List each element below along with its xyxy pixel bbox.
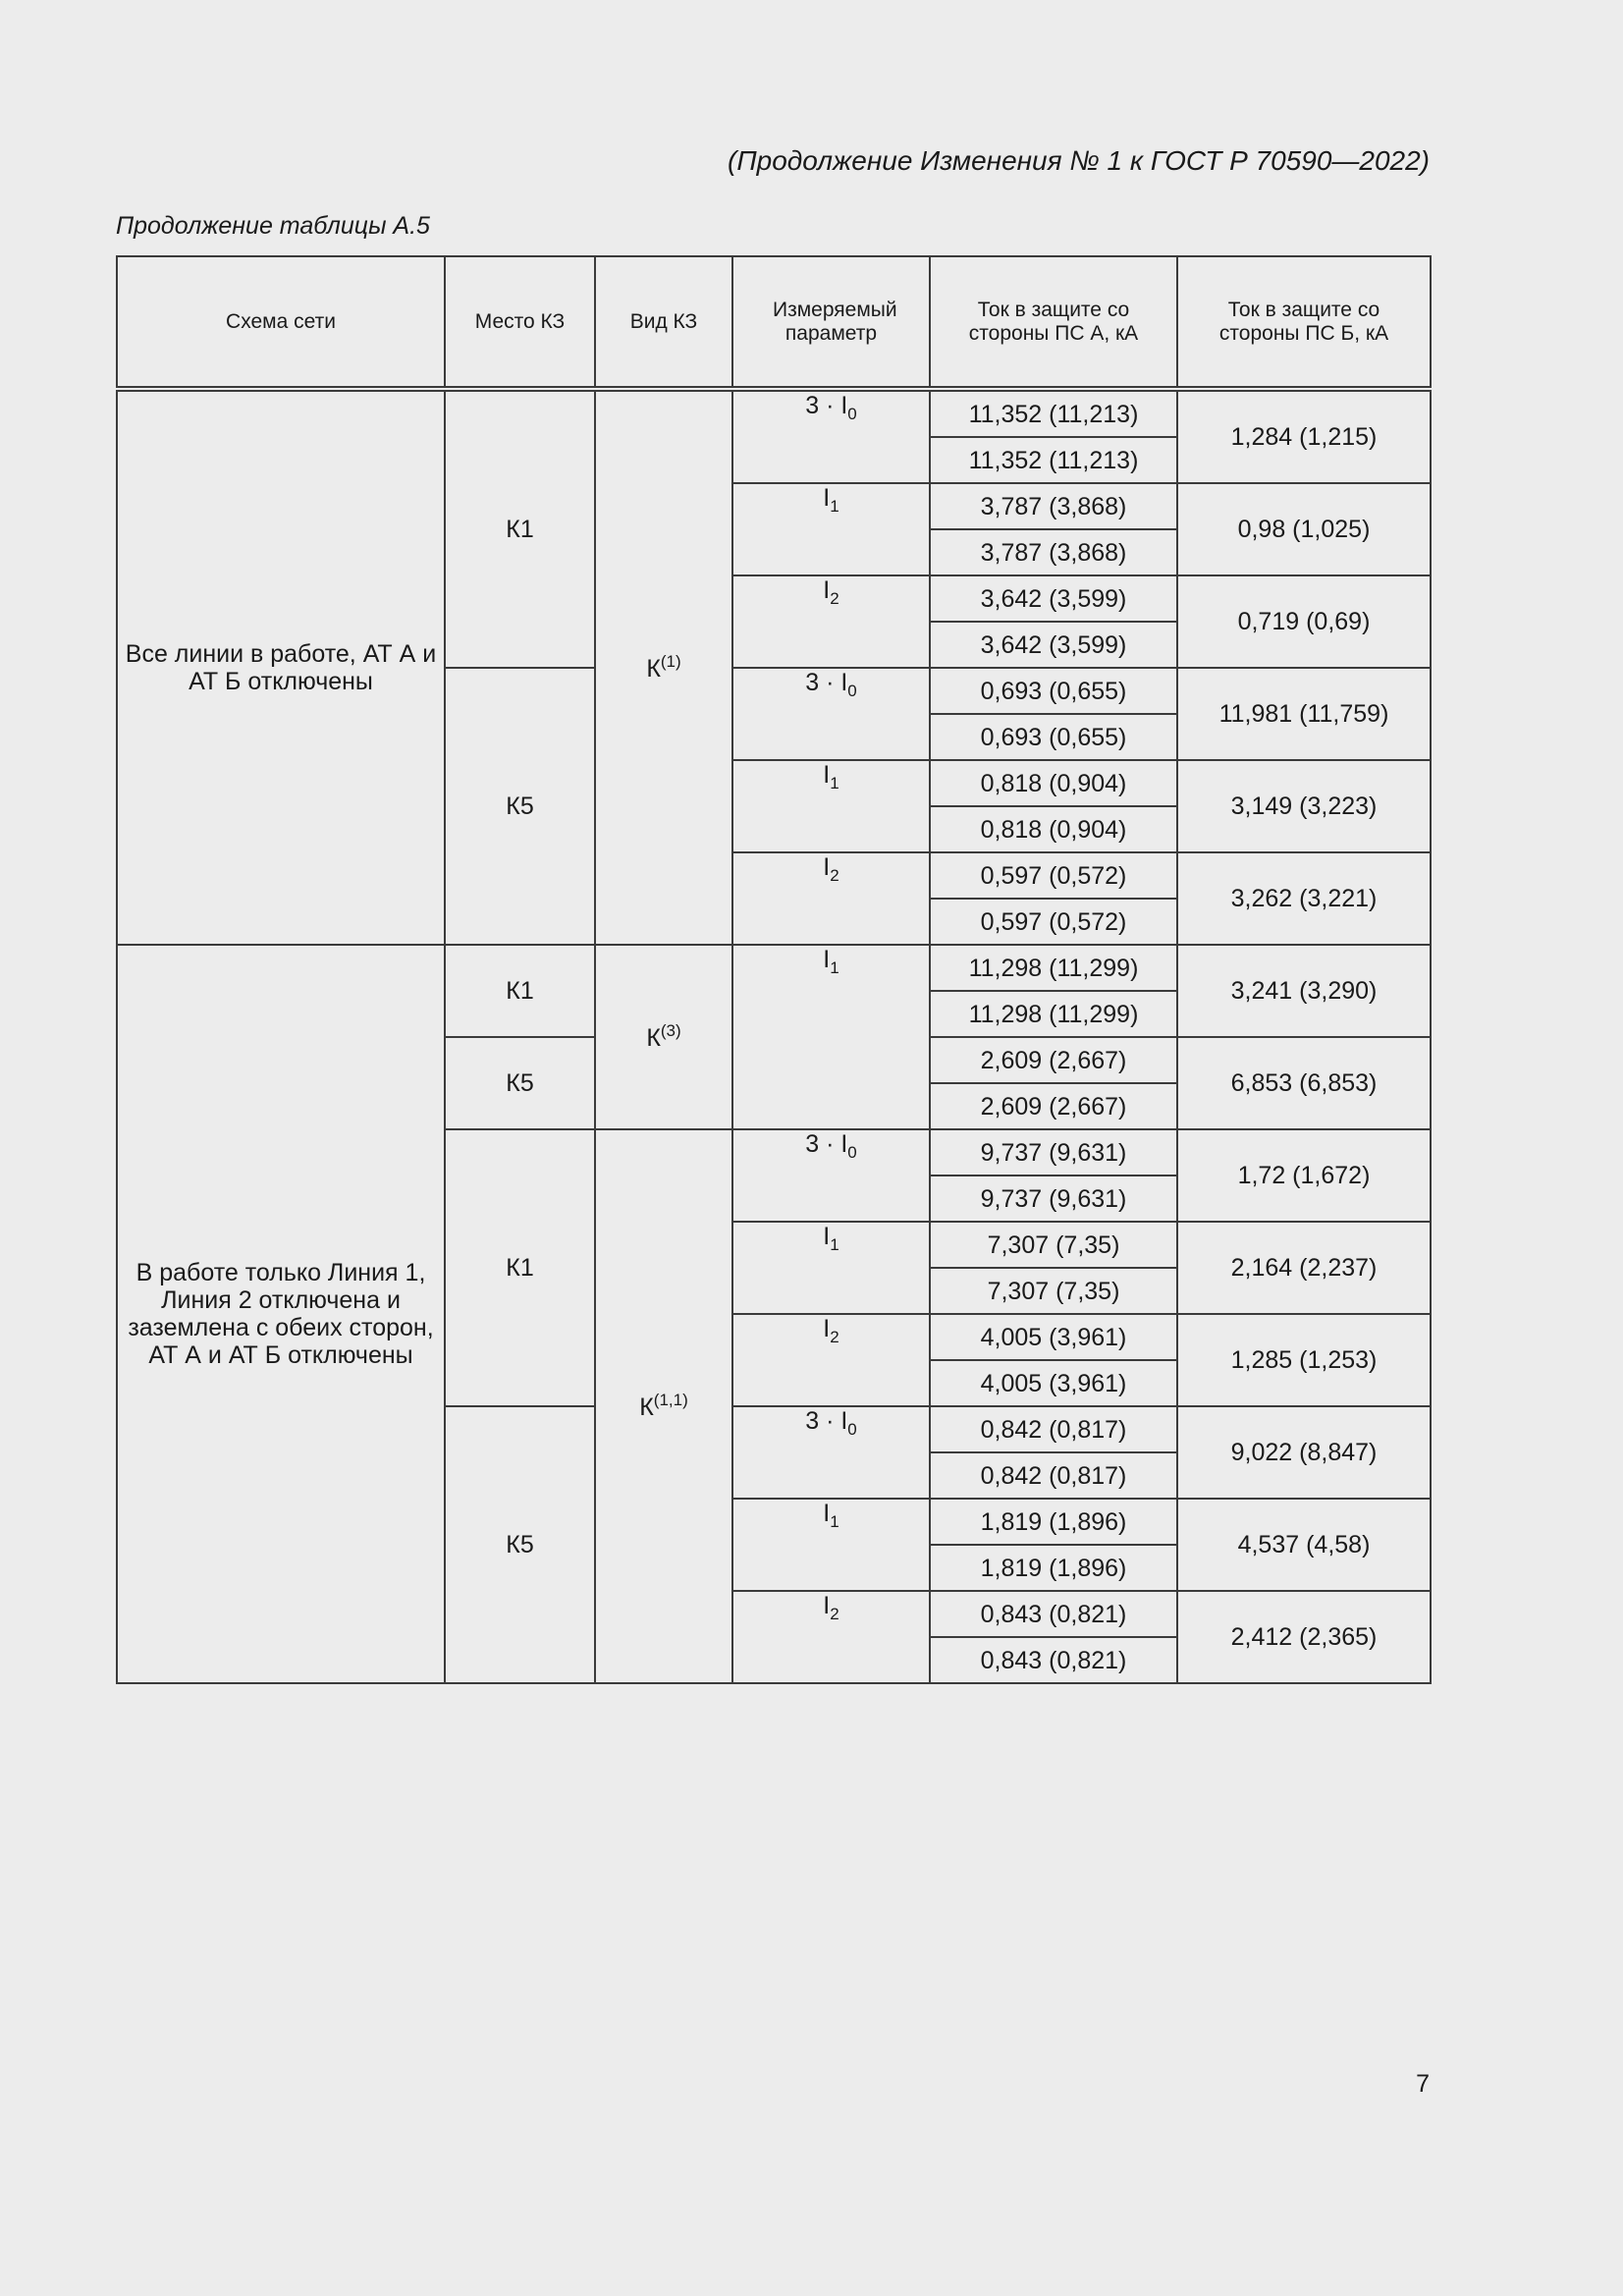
current-a-cell: 7,307 (7,35) xyxy=(930,1268,1177,1314)
current-b-cell: 9,022 (8,847) xyxy=(1177,1406,1431,1499)
fault-kind-cell xyxy=(595,945,732,1129)
current-a-cell: 2,609 (2,667) xyxy=(930,1083,1177,1129)
scheme-cell: Все линии в работе, АТ А и АТ Б отключены xyxy=(117,389,445,945)
fault-kind-symbol: К xyxy=(646,1024,661,1053)
current-b-cell: 1,284 (1,215) xyxy=(1177,389,1431,483)
current-a-cell: 9,737 (9,631) xyxy=(930,1129,1177,1175)
current-a-cell: 11,352 (11,213) xyxy=(930,389,1177,437)
parameter-subscript: 2 xyxy=(830,1327,839,1346)
current-a-cell: 11,298 (11,299) xyxy=(930,991,1177,1037)
current-b-cell: 0,719 (0,69) xyxy=(1177,575,1431,668)
parameter-subscript: 0 xyxy=(847,1419,857,1439)
parameter-cell xyxy=(732,575,930,668)
table-header-row xyxy=(117,256,1431,389)
location-cell: К5 xyxy=(445,1037,595,1129)
parameter-cell xyxy=(732,1591,930,1683)
short-circuit-currents-table xyxy=(116,255,1432,1684)
current-b-cell: 2,164 (2,237) xyxy=(1177,1222,1431,1314)
parameter-cell xyxy=(732,1314,930,1406)
parameter-symbol: I xyxy=(823,946,831,973)
current-b-cell: 1,72 (1,672) xyxy=(1177,1129,1431,1222)
parameter-symbol: I xyxy=(823,1500,831,1527)
current-a-cell: 3,642 (3,599) xyxy=(930,622,1177,668)
parameter-subscript: 2 xyxy=(830,865,839,885)
column-header-current-a: Ток в защите со стороны ПС А, кА xyxy=(930,256,1177,389)
parameter-cell xyxy=(732,760,930,852)
parameter-subscript: 1 xyxy=(830,1511,839,1531)
parameter-cell xyxy=(732,1222,930,1314)
parameter-prefix: 3 · xyxy=(805,392,841,419)
current-a-cell: 0,693 (0,655) xyxy=(930,668,1177,714)
current-a-cell: 0,818 (0,904) xyxy=(930,760,1177,806)
current-a-cell: 0,693 (0,655) xyxy=(930,714,1177,760)
current-a-cell: 0,843 (0,821) xyxy=(930,1591,1177,1637)
column-header-parameter: Измеряемый параметр xyxy=(732,256,930,389)
parameter-symbol: I xyxy=(840,392,848,419)
parameter-subscript: 1 xyxy=(830,773,839,793)
current-a-cell: 1,819 (1,896) xyxy=(930,1499,1177,1545)
current-a-cell: 4,005 (3,961) xyxy=(930,1314,1177,1360)
current-a-cell: 0,842 (0,817) xyxy=(930,1452,1177,1499)
fault-kind-superscript: (1,1) xyxy=(653,1391,688,1410)
column-header-current-b: Ток в защите со стороны ПС Б, кА xyxy=(1177,256,1431,389)
parameter-prefix: 3 · xyxy=(805,1130,841,1158)
table-row xyxy=(117,389,1431,437)
parameter-symbol: I xyxy=(840,1130,848,1158)
current-a-cell: 7,307 (7,35) xyxy=(930,1222,1177,1268)
location-cell: К1 xyxy=(445,945,595,1037)
parameter-cell xyxy=(732,852,930,945)
fault-kind-symbol: К xyxy=(646,655,661,683)
fault-kind-cell xyxy=(595,1129,732,1683)
parameter-subscript: 2 xyxy=(830,1604,839,1623)
location-cell: К5 xyxy=(445,1406,595,1683)
scheme-cell: В работе только Линия 1, Линия 2 отключена и заземлена с обеих сторон, АТ А и АТ Б отключены xyxy=(117,945,445,1683)
fault-kind-superscript: (3) xyxy=(660,1021,681,1041)
parameter-symbol: I xyxy=(823,576,831,604)
current-b-cell: 4,537 (4,58) xyxy=(1177,1499,1431,1591)
current-a-cell: 0,842 (0,817) xyxy=(930,1406,1177,1452)
parameter-subscript: 0 xyxy=(847,404,857,423)
parameter-symbol: I xyxy=(823,761,831,789)
parameter-subscript: 1 xyxy=(830,957,839,977)
parameter-prefix: 3 · xyxy=(805,1407,841,1435)
current-a-cell: 11,298 (11,299) xyxy=(930,945,1177,991)
column-header-location: Место КЗ xyxy=(445,256,595,389)
current-a-cell: 3,787 (3,868) xyxy=(930,483,1177,529)
fault-kind-superscript: (1) xyxy=(660,652,681,672)
current-b-cell: 3,262 (3,221) xyxy=(1177,852,1431,945)
parameter-symbol: I xyxy=(823,1592,831,1619)
parameter-cell xyxy=(732,483,930,575)
location-cell: К1 xyxy=(445,389,595,668)
current-b-cell: 3,241 (3,290) xyxy=(1177,945,1431,1037)
parameter-subscript: 0 xyxy=(847,1142,857,1162)
parameter-symbol: I xyxy=(823,1315,831,1342)
fault-kind-symbol: К xyxy=(639,1394,654,1422)
parameter-subscript: 1 xyxy=(830,1234,839,1254)
current-a-cell: 3,642 (3,599) xyxy=(930,575,1177,622)
column-header-scheme: Схема сети xyxy=(117,256,445,389)
current-a-cell: 0,843 (0,821) xyxy=(930,1637,1177,1683)
current-a-cell: 0,597 (0,572) xyxy=(930,852,1177,899)
parameter-prefix: 3 · xyxy=(805,669,841,696)
parameter-symbol: I xyxy=(840,1407,848,1435)
current-a-cell: 4,005 (3,961) xyxy=(930,1360,1177,1406)
parameter-symbol: I xyxy=(823,1223,831,1250)
parameter-symbol: I xyxy=(840,669,848,696)
current-b-cell: 3,149 (3,223) xyxy=(1177,760,1431,852)
column-header-kind: Вид КЗ xyxy=(595,256,732,389)
fault-kind-cell xyxy=(595,389,732,945)
parameter-cell xyxy=(732,945,930,1129)
current-a-cell: 0,818 (0,904) xyxy=(930,806,1177,852)
parameter-cell xyxy=(732,389,930,483)
parameter-cell xyxy=(732,1499,930,1591)
current-a-cell: 9,737 (9,631) xyxy=(930,1175,1177,1222)
parameter-cell xyxy=(732,668,930,760)
table-body xyxy=(117,389,1431,1683)
parameter-subscript: 1 xyxy=(830,496,839,516)
location-cell: К1 xyxy=(445,1129,595,1406)
location-cell: К5 xyxy=(445,668,595,945)
parameter-symbol: I xyxy=(823,484,831,512)
document-header: (Продолжение Изменения № 1 к ГОСТ Р 70590—2022) xyxy=(728,145,1430,176)
current-a-cell: 2,609 (2,667) xyxy=(930,1037,1177,1083)
parameter-subscript: 2 xyxy=(830,588,839,608)
table-caption: Продолжение таблицы А.5 xyxy=(116,212,430,240)
current-a-cell: 3,787 (3,868) xyxy=(930,529,1177,575)
table-row xyxy=(117,945,1431,991)
current-b-cell: 11,981 (11,759) xyxy=(1177,668,1431,760)
parameter-subscript: 0 xyxy=(847,681,857,700)
current-a-cell: 11,352 (11,213) xyxy=(930,437,1177,483)
current-a-cell: 1,819 (1,896) xyxy=(930,1545,1177,1591)
current-a-cell: 0,597 (0,572) xyxy=(930,899,1177,945)
current-b-cell: 0,98 (1,025) xyxy=(1177,483,1431,575)
parameter-cell xyxy=(732,1406,930,1499)
parameter-cell xyxy=(732,1129,930,1222)
page-number: 7 xyxy=(1416,2070,1430,2098)
current-b-cell: 1,285 (1,253) xyxy=(1177,1314,1431,1406)
current-b-cell: 2,412 (2,365) xyxy=(1177,1591,1431,1683)
current-b-cell: 6,853 (6,853) xyxy=(1177,1037,1431,1129)
parameter-symbol: I xyxy=(823,853,831,881)
